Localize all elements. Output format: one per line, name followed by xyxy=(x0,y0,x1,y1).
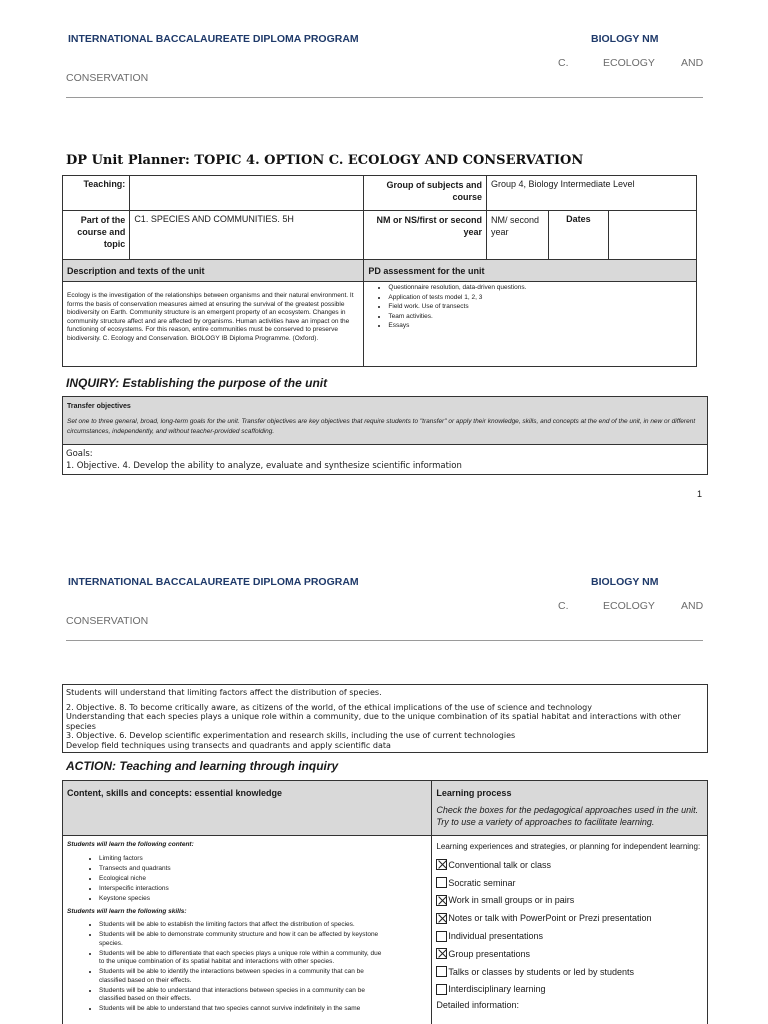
goals-section[interactable] xyxy=(63,445,707,475)
unit-info-table xyxy=(62,175,697,367)
approach-item[interactable] xyxy=(436,909,703,927)
action-table xyxy=(62,780,708,1024)
learning-process-title: Learning process xyxy=(436,788,512,798)
objective-line: Students will understand that limiting factors affect the distribution of species. xyxy=(66,688,382,697)
learning-process-cell xyxy=(432,836,708,1024)
list-item: • Students will be able to understand that interactions between species in a community can be classified based on their effects. xyxy=(99,987,387,1004)
approach-label: Conventional talk or class xyxy=(448,859,551,870)
objective-line: Understanding that each species plays a unique role within a community, due to the unique combination of its spatial habitat and interactions with other species xyxy=(66,712,681,731)
header-sub-c: C. xyxy=(558,600,569,612)
list-item: • Students will be able to understand that two species cannot survive indefinitely in the same xyxy=(99,1005,387,1014)
page-title: DP Unit Planner: TOPIC 4. OPTION C. ECOLOGY AND CONSERVATION xyxy=(66,153,584,168)
header-divider xyxy=(66,640,703,641)
list-item: • Students will be able to establish the limiting factors that affect the distribution of species. xyxy=(99,921,387,930)
list-item: • Limiting factors xyxy=(99,854,427,864)
learning-process-desc: Check the boxes for the pedagogical approaches used in the unit. Try to use a variety of approaches to facilitate learning. xyxy=(436,805,699,827)
skills-subheading: Students will learn the following skills: xyxy=(67,908,187,915)
nm-value[interactable]: NM/ second year xyxy=(486,211,548,260)
approach-item[interactable] xyxy=(436,945,703,963)
objective-line: 3. Objective. 6. Develop scientific experimentation and research skills, including the use of current technologies xyxy=(66,731,516,740)
approach-checkbox[interactable] xyxy=(436,859,447,870)
dates-value[interactable] xyxy=(608,211,696,260)
approach-checkbox[interactable] xyxy=(436,966,447,977)
header-course: BIOLOGY NM xyxy=(591,33,659,45)
action-heading: ACTION: Teaching and learning through inquiry xyxy=(66,759,339,773)
approach-checkbox[interactable] xyxy=(436,877,447,888)
list-item: • Transects and quadrants xyxy=(99,864,427,874)
description-header: Description and texts of the unit xyxy=(63,260,364,282)
pd-assessment-cell xyxy=(364,282,697,367)
page-number: 1 xyxy=(697,489,703,499)
pd-list xyxy=(368,283,692,331)
approach-label: Individual presentations xyxy=(448,931,543,942)
list-item: • Essays xyxy=(388,321,692,331)
approach-checkbox[interactable] xyxy=(436,931,447,942)
learning-process-header xyxy=(432,781,708,836)
transfer-objectives-title: Transfer objectives xyxy=(67,403,131,410)
approach-label: Group presentations xyxy=(448,948,530,959)
approach-item[interactable] xyxy=(436,856,703,874)
list-item: • Students will be able to demonstrate community structure and how it can be affected by keystone species. xyxy=(99,931,387,948)
teaching-value[interactable] xyxy=(130,176,364,211)
list-item: • Students will be able to identify the interactions between species in a community that can be classified based on their effects. xyxy=(99,968,387,985)
transfer-objectives-box xyxy=(62,396,708,475)
approach-label: Socratic seminar xyxy=(448,877,516,888)
content-header: Content, skills and concepts: essential knowledge xyxy=(63,781,432,836)
part-value[interactable]: C1. SPECIES AND COMMUNITIES. 5H xyxy=(130,211,364,260)
approaches-list xyxy=(436,856,703,998)
teaching-label: Teaching: xyxy=(63,176,130,211)
header-sub-ecology: ECOLOGY xyxy=(603,600,655,612)
approach-checkbox[interactable] xyxy=(436,895,447,906)
dates-label: Dates xyxy=(549,211,608,260)
list-item: • Interspecific interactions xyxy=(99,884,427,894)
approach-checkbox[interactable] xyxy=(436,984,447,995)
skills-list xyxy=(67,921,427,1014)
header-sub-c: C. xyxy=(558,57,569,69)
header-program: INTERNATIONAL BACCALAUREATE DIPLOMA PROGRAM xyxy=(68,576,359,588)
approach-item[interactable] xyxy=(436,892,703,910)
approach-item[interactable] xyxy=(436,874,703,892)
header-sub-conservation: CONSERVATION xyxy=(66,72,149,84)
approach-label: Work in small groups or in pairs xyxy=(448,895,575,906)
group-value[interactable]: Group 4, Biology Intermediate Level xyxy=(486,176,696,211)
objectives-continued-box[interactable] xyxy=(62,684,708,753)
approach-label: Talks or classes by students or led by students xyxy=(448,966,635,977)
content-subheading: Students will learn the following content: xyxy=(67,841,194,848)
approach-checkbox[interactable] xyxy=(436,913,447,924)
list-item: • Keystone species xyxy=(99,894,427,904)
description-cell xyxy=(63,282,364,367)
approach-item[interactable] xyxy=(436,981,703,999)
list-item: • Questionnaire resolution, data-driven questions. xyxy=(388,283,692,293)
list-item: • Team activities. xyxy=(388,312,692,322)
header-sub-and: AND xyxy=(681,57,704,69)
pd-assessment-header: PD assessment for the unit xyxy=(364,260,697,282)
goal-item: 1. Objective. 4. Develop the ability to analyze, evaluate and synthesize scientific information xyxy=(66,461,462,471)
approach-item[interactable] xyxy=(436,927,703,945)
header-sub-and: AND xyxy=(681,600,704,612)
header-course: BIOLOGY NM xyxy=(591,576,659,588)
approach-label: Interdisciplinary learning xyxy=(448,984,546,995)
list-item: • Field work. Use of transects xyxy=(388,302,692,312)
learning-intro: Learning experiences and strategies, or planning for independent learning: xyxy=(436,842,701,851)
part-label: Part of the course and topic xyxy=(63,211,130,260)
description-text: Ecology is the investigation of the relationships between organisms and their natural environment. It forms the basis of conservation measures aimed at ensuring the survival of the greatest possible biodiversity on Earth. Community structure is an emergent property of an ecosystem. Changes in community structure affect and are affected by organisms. Human activities have an impact on the functioning of ecosystems. For this reason, entire communities must be conserved to preserve biodiversity. C. Ecology and Conservation. BIOLOGY IB Diploma Programme. (Oxford). xyxy=(67,292,354,342)
transfer-objectives-header xyxy=(63,397,707,445)
objective-line: Develop field techniques using transects and quadrants and apply scientific data xyxy=(66,740,391,750)
approach-checkbox[interactable] xyxy=(436,948,447,959)
approach-item[interactable] xyxy=(436,963,703,981)
inquiry-heading: INQUIRY: Establishing the purpose of the unit xyxy=(66,376,328,390)
detailed-info-label: Detailed information: xyxy=(436,1000,519,1011)
group-label: Group of subjects and course xyxy=(364,176,487,211)
header-sub-conservation: CONSERVATION xyxy=(66,615,149,627)
header-program: INTERNATIONAL BACCALAUREATE DIPLOMA PROGRAM xyxy=(68,33,359,45)
transfer-objectives-desc: Set one to three general, broad, long-term goals for the unit. Transfer objectives are key objectives that require students to "transfer" or apply their knowledge, skills, and concepts at the end of the unit, in new or different circumstances, independently, and without teacher-provided scaffolding. xyxy=(67,418,696,435)
objective-line: 2. Objective. 8. To become critically aware, as citizens of the world, of the ethical implications of the use of science and technology xyxy=(66,702,592,712)
nm-label: NM or NS/first or second year xyxy=(364,211,487,260)
approach-label: Notes or talk with PowerPoint or Prezi presentation xyxy=(448,913,652,924)
goals-label: Goals: xyxy=(66,449,93,459)
content-cell xyxy=(63,836,432,1024)
list-item: • Ecological niche xyxy=(99,874,427,884)
header-divider xyxy=(66,97,703,98)
content-list xyxy=(67,854,427,904)
header-sub-ecology: ECOLOGY xyxy=(603,57,655,69)
list-item: • Students will be able to differentiate that each species plays a unique role within a community, due to the unique combination of its spatial habitat and interactions with other species. xyxy=(99,950,387,967)
list-item: • Application of tests model 1, 2, 3 xyxy=(388,293,692,303)
